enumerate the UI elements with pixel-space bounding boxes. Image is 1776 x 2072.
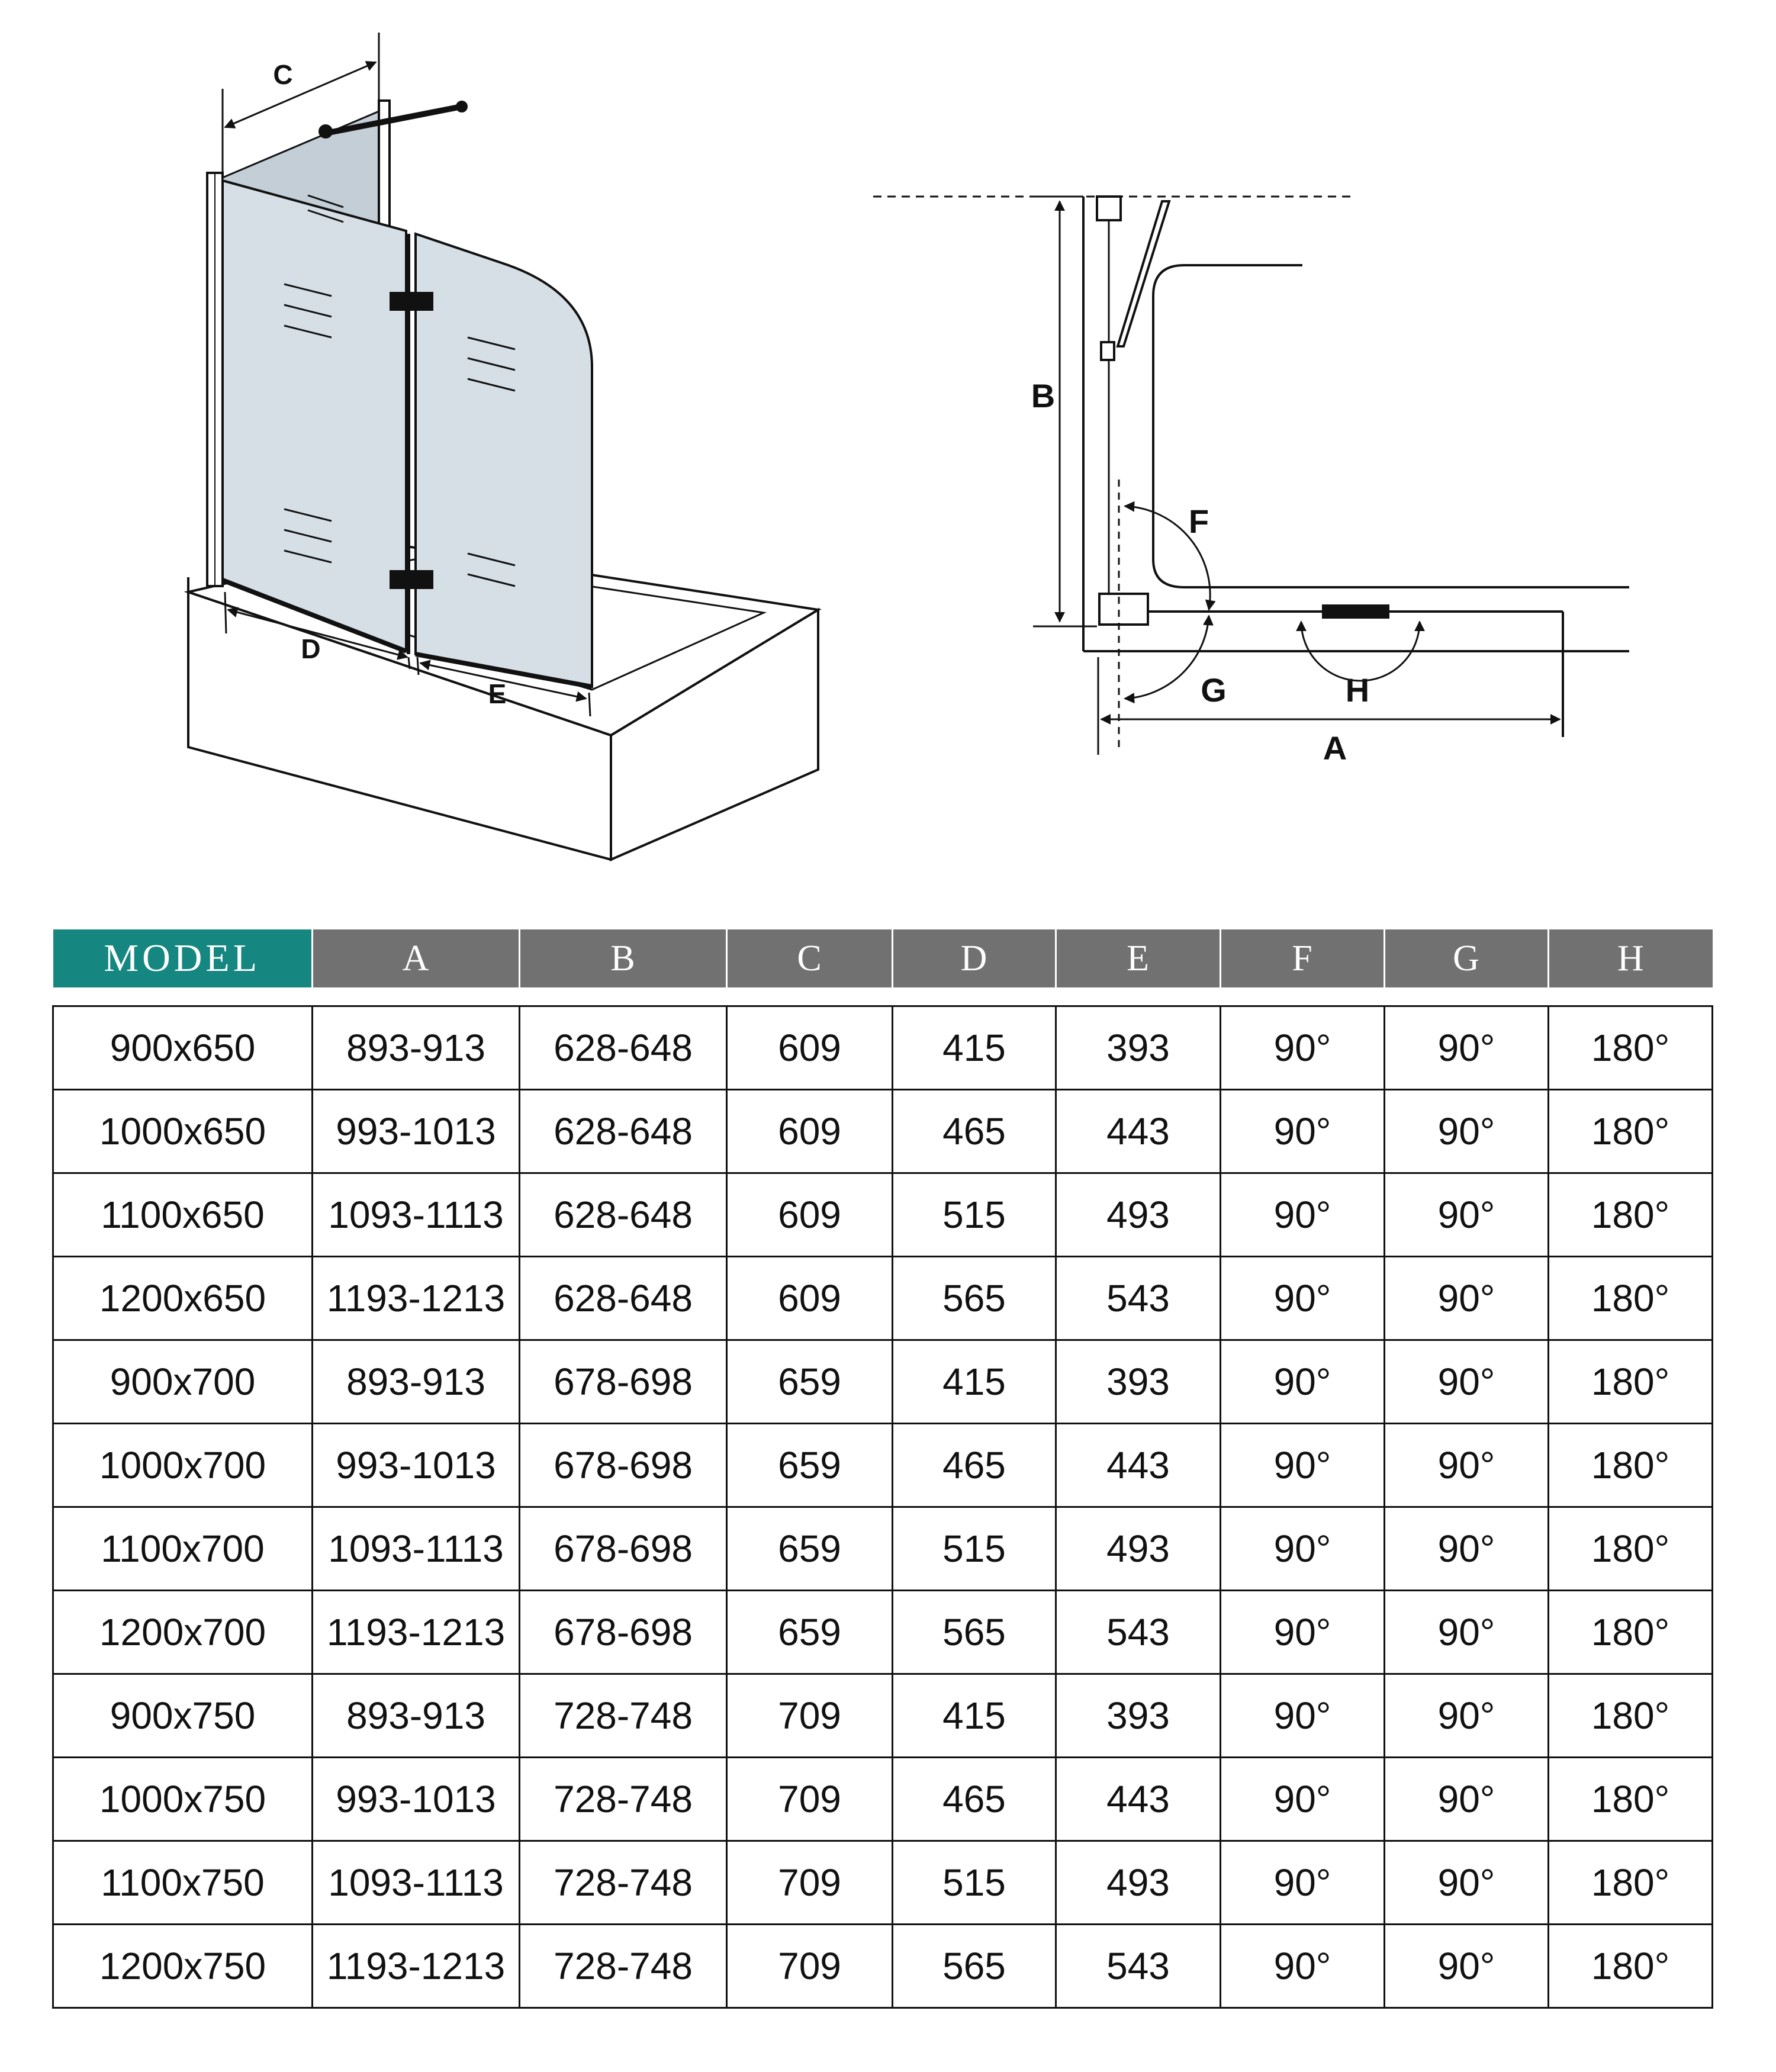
- label-a: A: [1323, 729, 1347, 767]
- cell-e: 493: [1056, 1507, 1221, 1591]
- cell-d: 415: [893, 1674, 1056, 1758]
- cell-g: 90°: [1385, 1925, 1549, 2008]
- table-body: [53, 987, 1713, 2008]
- cell-a: 1093-1113: [313, 1173, 520, 1257]
- cell-model: 1100x700: [53, 1507, 313, 1591]
- cell-a: 893-913: [313, 1340, 520, 1424]
- cell-g: 90°: [1385, 1507, 1549, 1591]
- header-f: F: [1221, 929, 1385, 987]
- header-e: E: [1056, 929, 1221, 987]
- cell-model: 1100x750: [53, 1841, 313, 1925]
- cell-e: 393: [1056, 1674, 1221, 1758]
- table-row: [53, 1006, 1713, 1090]
- cell-f: 90°: [1221, 1925, 1385, 2008]
- cell-h: 180°: [1549, 1257, 1713, 1340]
- cell-b: 628-648: [520, 1006, 727, 1090]
- cell-d: 565: [893, 1591, 1056, 1674]
- label-f: F: [1188, 503, 1209, 540]
- cell-f: 90°: [1221, 1424, 1385, 1507]
- cell-model: 1100x650: [53, 1173, 313, 1257]
- table-row: [53, 1507, 1713, 1591]
- cell-h: 180°: [1549, 1674, 1713, 1758]
- cell-e: 493: [1056, 1841, 1221, 1925]
- label-b: B: [1031, 377, 1056, 414]
- cell-h: 180°: [1549, 1090, 1713, 1173]
- cell-d: 415: [893, 1006, 1056, 1090]
- cell-c: 659: [727, 1424, 893, 1507]
- cell-a: 1193-1213: [313, 1257, 520, 1340]
- cell-h: 180°: [1549, 1591, 1713, 1674]
- cell-d: 515: [893, 1841, 1056, 1925]
- cell-b: 628-648: [520, 1173, 727, 1257]
- cell-a: 893-913: [313, 1006, 520, 1090]
- cell-f: 90°: [1221, 1340, 1385, 1424]
- cell-a: 993-1013: [313, 1758, 520, 1841]
- cell-f: 90°: [1221, 1090, 1385, 1173]
- cell-h: 180°: [1549, 1507, 1713, 1591]
- cell-b: 628-648: [520, 1090, 727, 1173]
- specification-table: [52, 929, 1713, 2009]
- cell-g: 90°: [1385, 1090, 1549, 1173]
- cell-model: 900x700: [53, 1340, 313, 1424]
- cell-g: 90°: [1385, 1841, 1549, 1925]
- cell-a: 1193-1213: [313, 1925, 520, 2008]
- cell-f: 90°: [1221, 1257, 1385, 1340]
- cell-h: 180°: [1549, 1424, 1713, 1507]
- cell-b: 678-698: [520, 1424, 727, 1507]
- cell-c: 609: [727, 1006, 893, 1090]
- cell-c: 709: [727, 1758, 893, 1841]
- cell-f: 90°: [1221, 1591, 1385, 1674]
- plan-view: [873, 197, 1629, 755]
- cell-c: 659: [727, 1591, 893, 1674]
- label-c: C: [273, 59, 293, 90]
- cell-d: 465: [893, 1424, 1056, 1507]
- cell-e: 543: [1056, 1925, 1221, 2008]
- cell-g: 90°: [1385, 1006, 1549, 1090]
- cell-e: 493: [1056, 1173, 1221, 1257]
- header-c: C: [727, 929, 893, 987]
- perspective-view: [188, 33, 818, 860]
- table-row: [53, 1090, 1713, 1173]
- table-row: [53, 1173, 1713, 1257]
- cell-e: 443: [1056, 1424, 1221, 1507]
- cell-d: 515: [893, 1507, 1056, 1591]
- cell-c: 609: [727, 1090, 893, 1173]
- label-h: H: [1345, 671, 1370, 709]
- cell-f: 90°: [1221, 1173, 1385, 1257]
- header-b: B: [520, 929, 727, 987]
- wall-profile: [207, 173, 223, 586]
- cell-d: 565: [893, 1257, 1056, 1340]
- cell-model: 900x750: [53, 1674, 313, 1758]
- cell-f: 90°: [1221, 1006, 1385, 1090]
- cell-a: 1093-1113: [313, 1841, 520, 1925]
- table-header-row: [53, 929, 1713, 987]
- cell-e: 443: [1056, 1090, 1221, 1173]
- cell-c: 659: [727, 1340, 893, 1424]
- cell-g: 90°: [1385, 1591, 1549, 1674]
- cell-a: 1193-1213: [313, 1591, 520, 1674]
- cell-e: 393: [1056, 1340, 1221, 1424]
- cell-f: 90°: [1221, 1507, 1385, 1591]
- angle-g-arc: [1125, 616, 1209, 699]
- cell-d: 415: [893, 1340, 1056, 1424]
- cell-model: 1200x700: [53, 1591, 313, 1674]
- cell-a: 993-1013: [313, 1090, 520, 1173]
- cell-c: 709: [727, 1925, 893, 2008]
- cell-e: 543: [1056, 1591, 1221, 1674]
- cell-c: 709: [727, 1841, 893, 1925]
- cell-b: 728-748: [520, 1674, 727, 1758]
- table-row: [53, 1591, 1713, 1674]
- header-g: G: [1385, 929, 1549, 987]
- cell-model: 1200x650: [53, 1257, 313, 1340]
- cell-model: 1200x750: [53, 1925, 313, 2008]
- cell-c: 709: [727, 1674, 893, 1758]
- header-a: A: [313, 929, 520, 987]
- cell-h: 180°: [1549, 1340, 1713, 1424]
- cell-a: 1093-1113: [313, 1507, 520, 1591]
- cell-h: 180°: [1549, 1841, 1713, 1925]
- cell-b: 678-698: [520, 1507, 727, 1591]
- cell-g: 90°: [1385, 1758, 1549, 1841]
- label-d: D: [301, 633, 321, 664]
- label-g: G: [1201, 671, 1227, 709]
- cell-c: 659: [727, 1507, 893, 1591]
- cell-e: 543: [1056, 1257, 1221, 1340]
- cell-e: 443: [1056, 1758, 1221, 1841]
- table-row: [53, 1340, 1713, 1424]
- cell-d: 515: [893, 1173, 1056, 1257]
- cell-a: 993-1013: [313, 1424, 520, 1507]
- cell-d: 465: [893, 1090, 1056, 1173]
- support-arm: [320, 102, 466, 137]
- cell-d: 465: [893, 1758, 1056, 1841]
- cell-g: 90°: [1385, 1257, 1549, 1340]
- glass-panel-right: [408, 234, 592, 687]
- table-row: [53, 1925, 1713, 2008]
- cell-e: 393: [1056, 1006, 1221, 1090]
- cell-model: 1000x650: [53, 1090, 313, 1173]
- table-row: [53, 1257, 1713, 1340]
- cell-h: 180°: [1549, 1173, 1713, 1257]
- cell-b: 628-648: [520, 1257, 727, 1340]
- table-row: [53, 1841, 1713, 1925]
- cell-f: 90°: [1221, 1674, 1385, 1758]
- cell-c: 609: [727, 1257, 893, 1340]
- cell-b: 728-748: [520, 1925, 727, 2008]
- glass-panel-left: [223, 181, 406, 651]
- cell-g: 90°: [1385, 1424, 1549, 1507]
- cell-b: 678-698: [520, 1591, 727, 1674]
- cell-b: 728-748: [520, 1758, 727, 1841]
- header-h: H: [1549, 929, 1713, 987]
- cell-model: 1000x750: [53, 1758, 313, 1841]
- cell-model: 900x650: [53, 1006, 313, 1090]
- cell-model: 1000x700: [53, 1424, 313, 1507]
- cell-h: 180°: [1549, 1006, 1713, 1090]
- label-e: E: [488, 678, 507, 709]
- cell-f: 90°: [1221, 1841, 1385, 1925]
- cell-g: 90°: [1385, 1340, 1549, 1424]
- header-model: MODEL: [53, 929, 313, 987]
- cell-d: 565: [893, 1925, 1056, 2008]
- header-d: D: [893, 929, 1056, 987]
- cell-c: 609: [727, 1173, 893, 1257]
- product-diagram: [0, 0, 1776, 888]
- cell-b: 678-698: [520, 1340, 727, 1424]
- cell-g: 90°: [1385, 1674, 1549, 1758]
- table-row: [53, 1674, 1713, 1758]
- cell-f: 90°: [1221, 1758, 1385, 1841]
- table-row: [53, 1424, 1713, 1507]
- cell-h: 180°: [1549, 1758, 1713, 1841]
- table-row: [53, 1758, 1713, 1841]
- cell-a: 893-913: [313, 1674, 520, 1758]
- cell-b: 728-748: [520, 1841, 727, 1925]
- cell-g: 90°: [1385, 1173, 1549, 1257]
- cell-h: 180°: [1549, 1925, 1713, 2008]
